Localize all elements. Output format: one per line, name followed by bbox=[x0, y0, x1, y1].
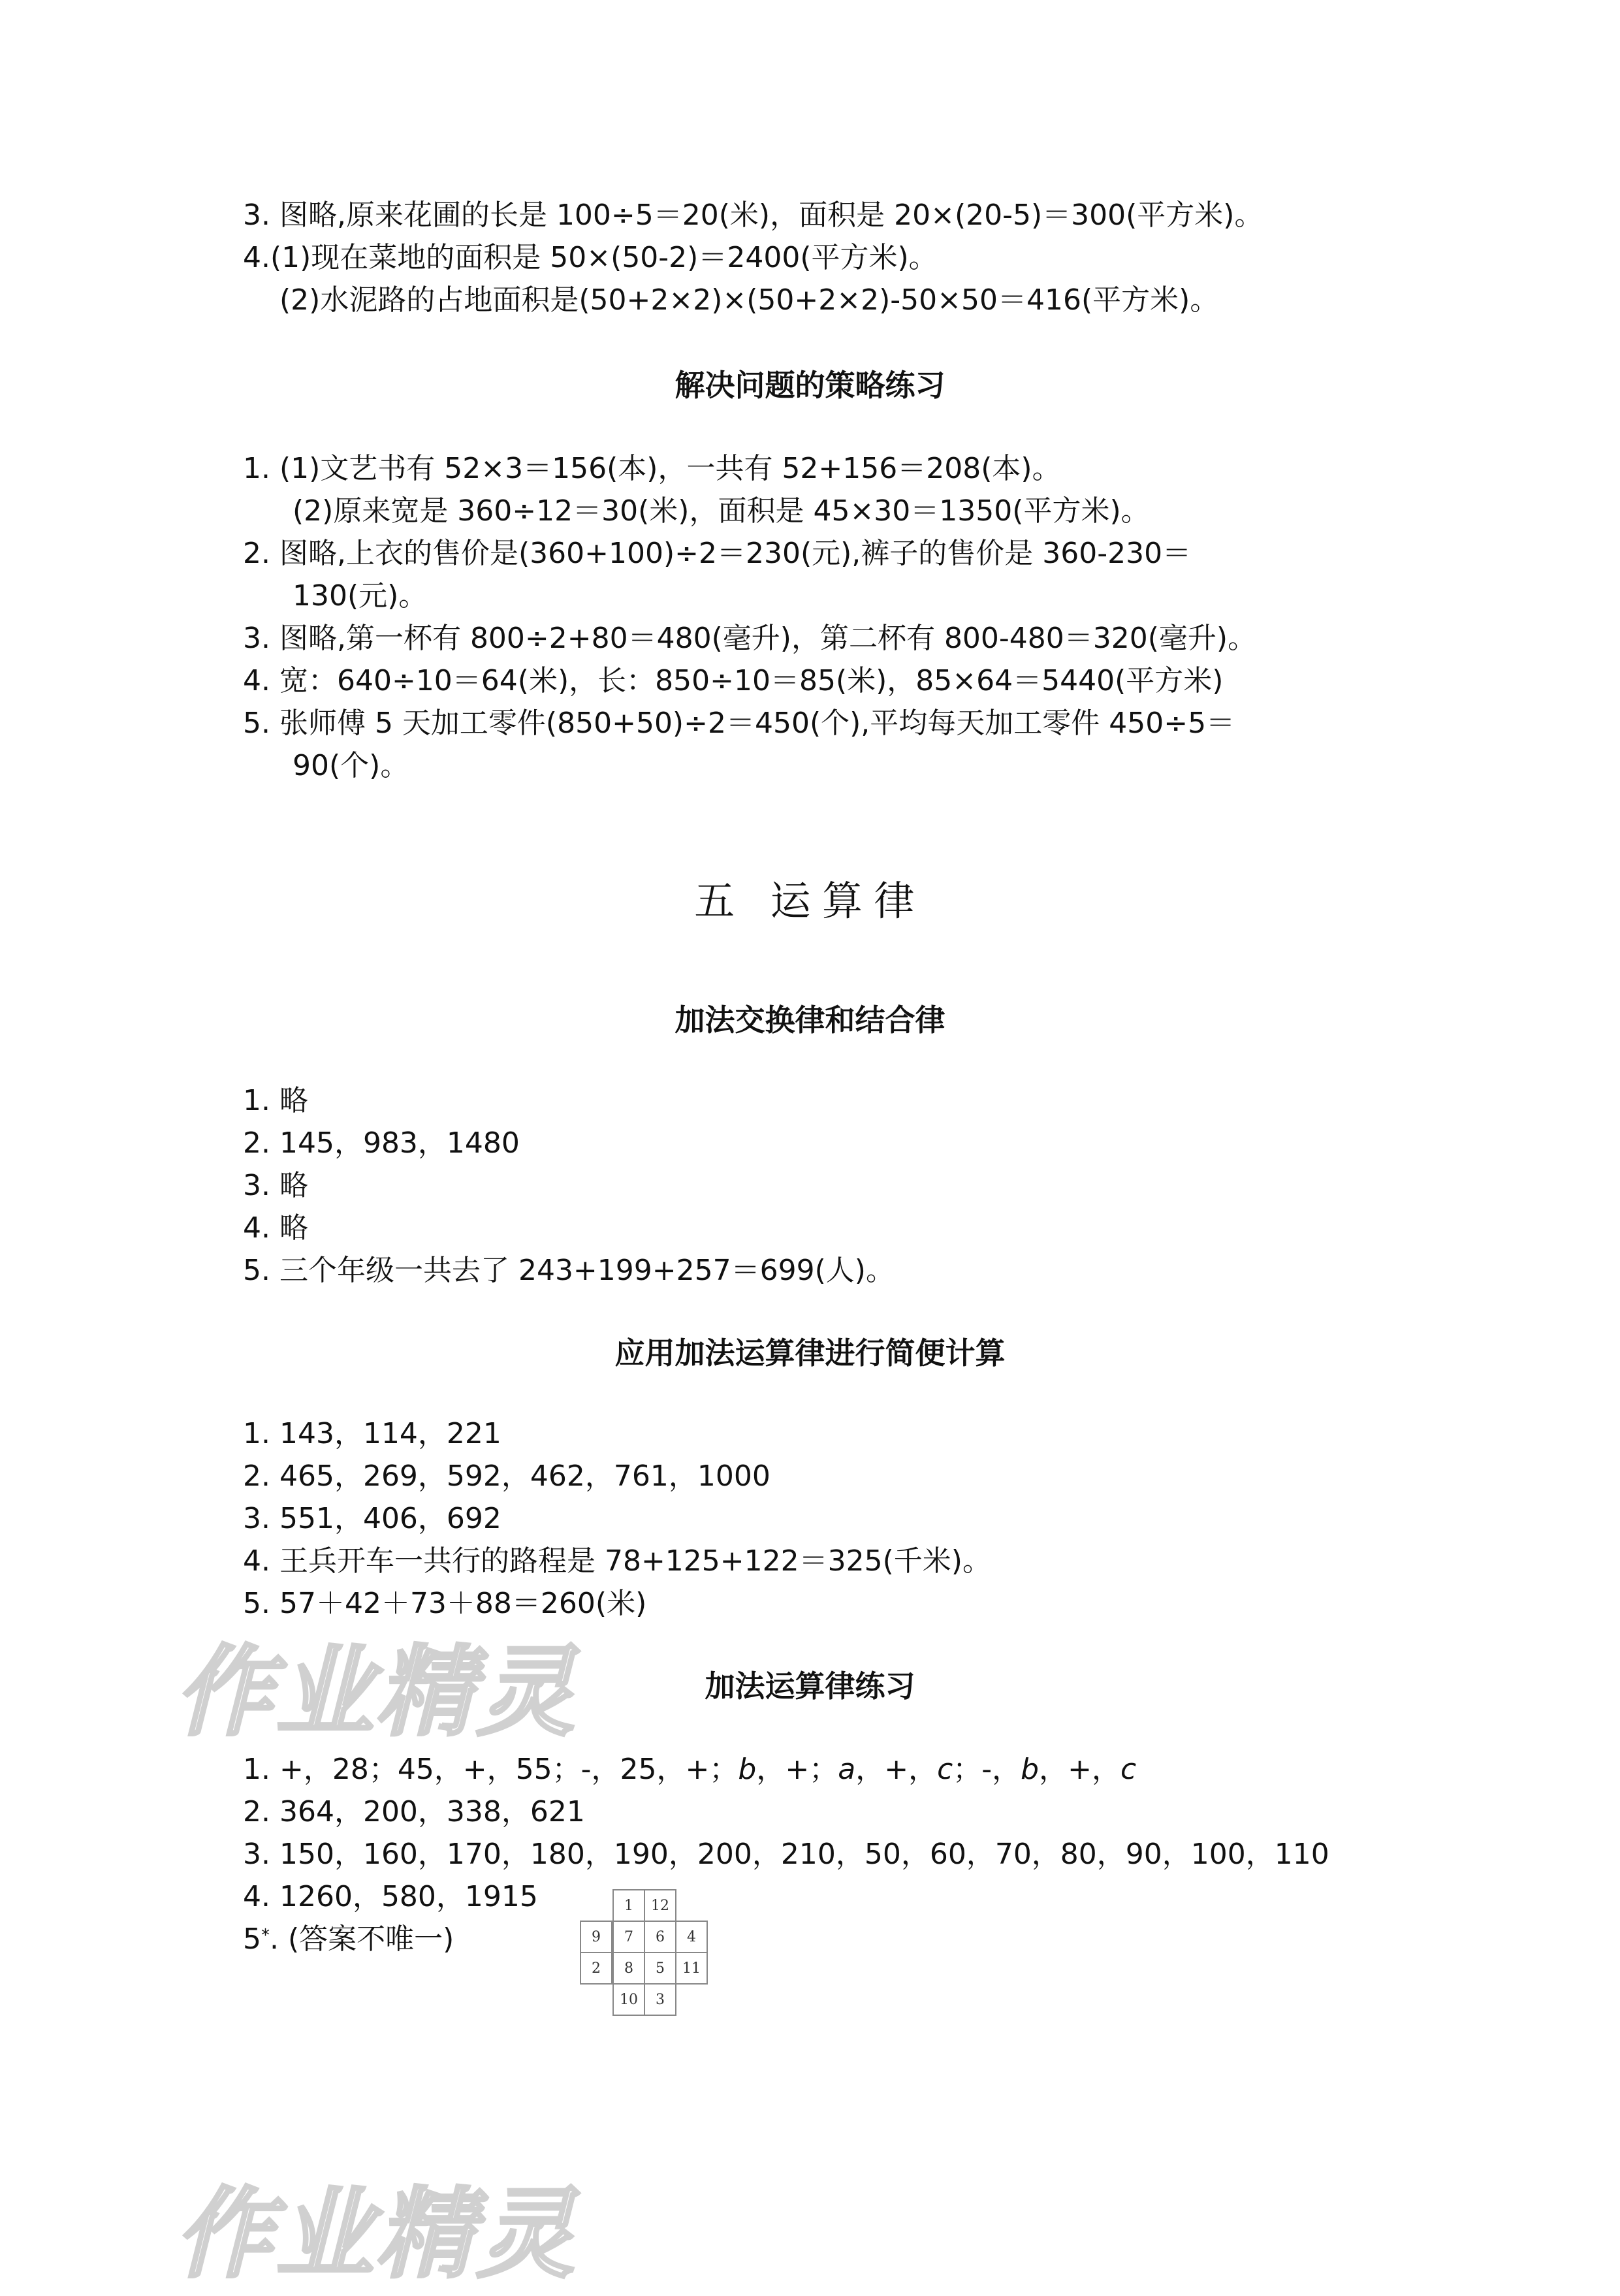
separator: ， bbox=[908, 1753, 938, 1786]
grid-cell: 4 bbox=[675, 1921, 708, 1953]
separator: ， bbox=[1039, 1753, 1068, 1786]
variable-b: b bbox=[1021, 1753, 1040, 1786]
section-title-addition-laws: 加法交换律和结合律 bbox=[675, 1002, 945, 1038]
grid-cell: 10 bbox=[612, 1983, 645, 2016]
answer-line-with-variables bbox=[243, 1751, 1136, 1788]
answer-line: 1. (1)文艺书有 52×3＝156(本)，一共有 52+156＝208(本)。 bbox=[243, 452, 1061, 485]
answer-line: 5. 三个年级一共去了 243+199+257＝699(人)。 bbox=[243, 1254, 895, 1287]
operator: + bbox=[884, 1753, 909, 1786]
answer-line: 2. 364，200，338，621 bbox=[243, 1795, 585, 1828]
grid-cell: 8 bbox=[612, 1952, 645, 1985]
answer-line: 130(元)。 bbox=[293, 579, 428, 613]
answer-line: 4. 略 bbox=[243, 1211, 308, 1245]
grid-cell: 7 bbox=[612, 1921, 645, 1953]
watermark-logo: 作业精灵 bbox=[175, 2178, 578, 2291]
operator: + bbox=[1068, 1753, 1092, 1786]
answer-line: 3. 150，160，170，180，190，200，210，50，60，70，80，90，100，110 bbox=[243, 1838, 1329, 1871]
variable-c: c bbox=[1120, 1753, 1137, 1786]
grid-cell: 6 bbox=[644, 1921, 676, 1953]
answer-line: (2)水泥路的占地面积是(50+2×2)×(50+2×2)-50×50＝416(平方米)。 bbox=[279, 283, 1219, 317]
star-mark: * bbox=[261, 1926, 270, 1945]
answer-line: 2. 465，269，592，462，761，1000 bbox=[243, 1459, 770, 1493]
answer-line: 1. 略 bbox=[243, 1084, 308, 1117]
answer-line: 5. 张师傅 5 天加工零件(850+50)÷2＝450(个),平均每天加工零件 450÷5＝ bbox=[243, 707, 1235, 740]
grid-cell: 1 bbox=[612, 1889, 645, 1922]
answer-line: 3. 略 bbox=[243, 1169, 308, 1202]
answer-line: 5. 57＋42＋73＋88＝260(米) bbox=[243, 1587, 647, 1620]
grid-cell: 5 bbox=[644, 1952, 676, 1985]
answer-line: 4. 1260，580，1915 bbox=[243, 1880, 538, 1913]
answer-line: 4. 宽：640÷10＝64(米)，长：850÷10＝85(米)，85×64＝5440(平方米) bbox=[243, 664, 1224, 697]
separator: ， bbox=[992, 1753, 1021, 1786]
grid-cell: 9 bbox=[580, 1921, 612, 1953]
chapter-title: 五 运算律 bbox=[694, 877, 926, 925]
operator: + bbox=[785, 1753, 810, 1786]
answer-line: 2. 图略,上衣的售价是(360+100)÷2＝230(元),裤子的售价是 360-230＝ bbox=[243, 537, 1192, 570]
item-number: 5 bbox=[243, 1922, 261, 1956]
variable-a: a bbox=[838, 1753, 856, 1786]
answer-line: 90(个)。 bbox=[293, 749, 409, 782]
grid-cell: 3 bbox=[644, 1983, 676, 2016]
answer-line: 1. 143，114，221 bbox=[243, 1417, 501, 1450]
separator: ， bbox=[756, 1753, 786, 1786]
variable-c: c bbox=[937, 1753, 953, 1786]
answer-line: 3. 图略,原来花圃的长是 100÷5＝20(米)，面积是 20×(20-5)＝300(平方米)。 bbox=[243, 199, 1263, 232]
answer-line: 2. 145，983，1480 bbox=[243, 1126, 520, 1160]
answer-line: 4. 王兵开车一共行的路程是 78+125+122＝325(千米)。 bbox=[243, 1544, 991, 1578]
answer-line: 3. 图略,第一杯有 800÷2+80＝480(毫升)，第二杯有 800-480＝320(毫升)。 bbox=[243, 622, 1257, 655]
answer-line-item5 bbox=[243, 1921, 454, 1958]
separator: ； bbox=[953, 1753, 982, 1786]
section-title-simplify: 应用加法运算律进行简便计算 bbox=[614, 1335, 1006, 1371]
variable-b: b bbox=[738, 1753, 757, 1786]
separator: ； bbox=[809, 1753, 838, 1786]
answer-line: 4.(1)现在菜地的面积是 50×(50-2)＝2400(平方米)。 bbox=[243, 241, 938, 274]
item-text: . (答案不唯一) bbox=[270, 1922, 454, 1956]
separator: ， bbox=[855, 1753, 885, 1786]
watermark-logo: 作业精灵 bbox=[175, 1636, 578, 1749]
grid-cell: 2 bbox=[580, 1952, 612, 1985]
section-title-strategy: 解决问题的策略练习 bbox=[675, 368, 945, 403]
grid-cell: 12 bbox=[644, 1889, 676, 1922]
section-title-practice: 加法运算律练习 bbox=[705, 1668, 915, 1704]
operator: - bbox=[981, 1753, 993, 1786]
answer-prefix: 1. +，28；45，+，55；-，25，+； bbox=[243, 1753, 739, 1786]
answer-line: 3. 551，406，692 bbox=[243, 1502, 501, 1535]
answer-line: (2)原来宽是 360÷12＝30(米)，面积是 45×30＝1350(平方米)。 bbox=[293, 494, 1150, 528]
grid-cell: 11 bbox=[675, 1952, 708, 1985]
separator: ， bbox=[1091, 1753, 1120, 1786]
